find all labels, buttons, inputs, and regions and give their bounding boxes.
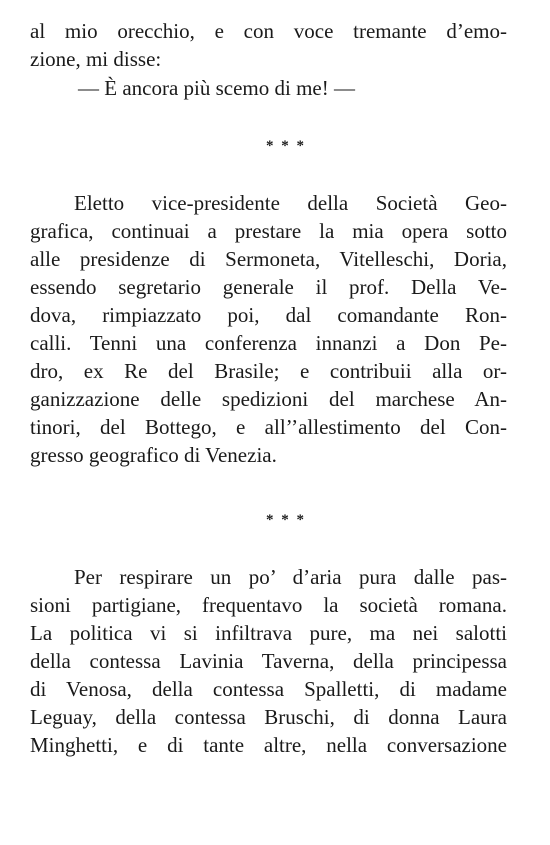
- text-line: al mio orecchio, e con voce tremante d’emo-: [30, 19, 507, 43]
- quoted-speech: — È ancora più scemo di me! —: [78, 76, 355, 100]
- text-line: ganizzazione delle spedizioni del marchese An-: [30, 387, 507, 411]
- text-line: gresso geografico di Venezia.: [30, 443, 277, 467]
- text-line: dova, rimpiazzato poi, dal comandante Ron-: [30, 303, 507, 327]
- text-line: grafica, continuai a prestare la mia opera sotto: [30, 219, 507, 243]
- text-line: Eletto vice-presidente della Società Geo-: [74, 191, 507, 215]
- text-line: essendo segretario generale il prof. Della Ve-: [30, 275, 507, 299]
- text-line: alle presidenze di Sermoneta, Vitelleschi, Doria,: [30, 247, 507, 271]
- section-separator: * * *: [266, 138, 306, 154]
- text-line: di Venosa, della contessa Spalletti, di madame: [30, 677, 507, 701]
- text-line: tinori, del Bottego, e all’’allestimento del Con-: [30, 415, 507, 439]
- section-separator: * * *: [266, 512, 306, 528]
- text-line: calli. Tenni una conferenza innanzi a Don Pe-: [30, 331, 507, 355]
- text-line: della contessa Lavinia Taverna, della principessa: [30, 649, 507, 673]
- text-line: zione, mi disse:: [30, 47, 162, 71]
- text-line: sioni partigiane, frequentavo la società romana.: [30, 593, 507, 617]
- text-line: dro, ex Re del Brasile; e contribuii alla or-: [30, 359, 507, 383]
- text-line: Per respirare un po’ d’aria pura dalle pas-: [74, 565, 507, 589]
- text-line: La politica vi si infiltrava pure, ma nei salotti: [30, 621, 507, 645]
- text-line: Leguay, della contessa Bruschi, di donna Laura: [30, 705, 507, 729]
- text-line: Minghetti, e di tante altre, nella conversazione: [30, 733, 507, 757]
